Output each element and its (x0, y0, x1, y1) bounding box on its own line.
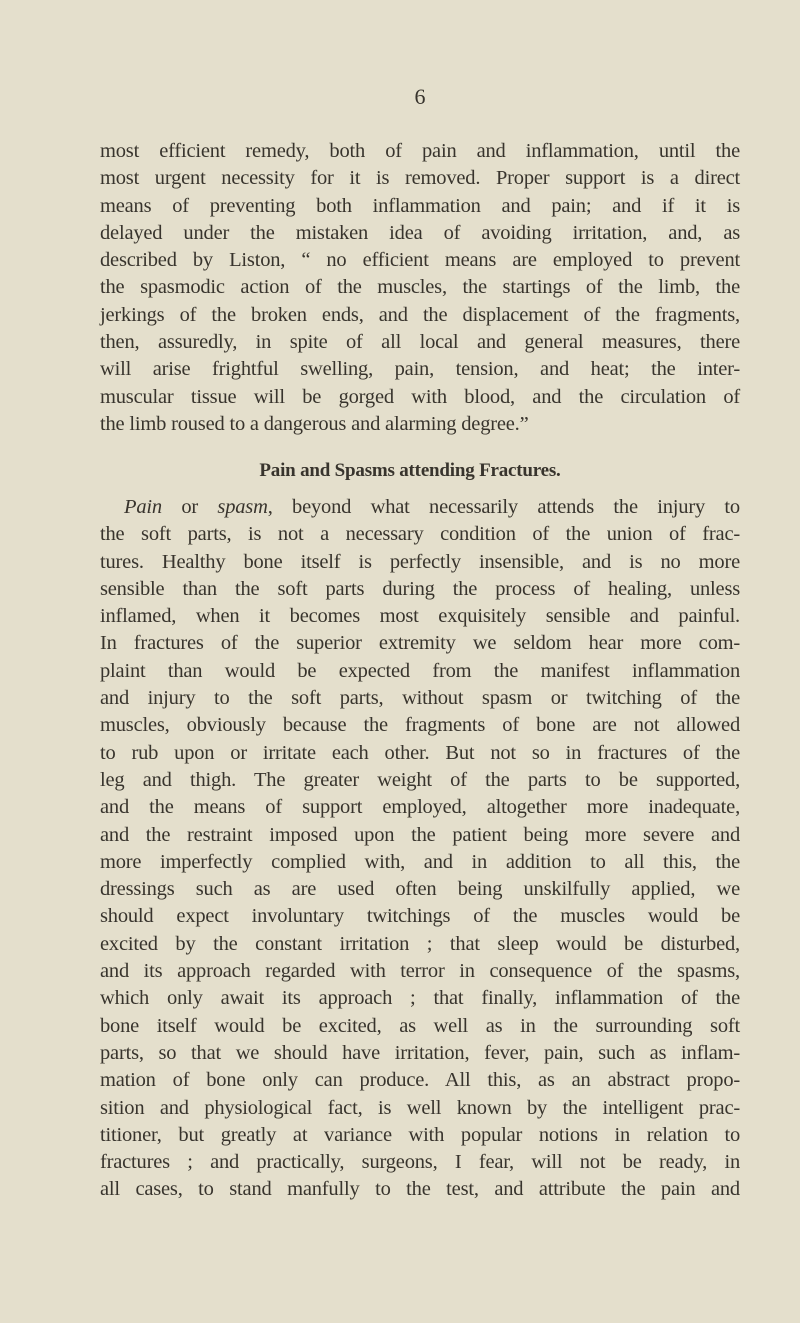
text-line: muscles, obviously because the fragments of bone are not allowed (100, 714, 740, 737)
text-line: muscular tissue will be gorged with blood, and the circulation of (100, 385, 740, 408)
text-line: excited by the constant irritation ; that sleep would be disturbed, (100, 932, 740, 955)
text-line (100, 494, 740, 521)
text-line: parts, so that we should have irritation, fever, pain, such as inflam- (100, 1041, 740, 1064)
text-line: and its approach regarded with terror in consequence of the spasms, (100, 960, 740, 983)
text-line: delayed under the mistaken idea of avoiding irritation, and, as (100, 221, 740, 244)
text-line: and the means of support employed, altogether more inadequate, (100, 796, 740, 819)
text-line: should expect involuntary twitchings of the muscles would be (100, 905, 740, 928)
text-line: jerkings of the broken ends, and the displacement of the fragments, (100, 303, 740, 326)
text-line: dressings such as are used often being unskilfully applied, we (100, 878, 740, 901)
text-line: the spasmodic action of the muscles, the startings of the limb, the (100, 276, 740, 299)
text-line: which only await its approach ; that finally, inflammation of the (100, 987, 740, 1010)
text-line: In fractures of the superior extremity we seldom hear more com- (100, 632, 740, 655)
text-line: all cases, to stand manfully to the test, and attribute the pain and (100, 1178, 740, 1201)
text-run: , beyond what necessarily attends the injury to (267, 496, 740, 518)
paragraph-1 (100, 138, 740, 438)
text-line: the limb roused to a dangerous and alarming degree.” (100, 412, 529, 435)
text-run: or (161, 496, 218, 518)
paragraph-2 (100, 494, 740, 1204)
italic-term: spasm (217, 496, 268, 518)
text-line: more imperfectly complied with, and in addition to all this, the (100, 850, 740, 873)
text-line: inflamed, when it becomes most exquisitely sensible and painful. (100, 605, 740, 628)
text-line: sensible than the soft parts during the process of healing, unless (100, 577, 740, 600)
text-line: then, assuredly, in spite of all local and general measures, there (100, 331, 740, 354)
text-line: titioner, but greatly at variance with popular notions in relation to (100, 1123, 740, 1146)
text-line: described by Liston, “ no efficient means are employed to prevent (100, 249, 740, 272)
text-line: the soft parts, is not a necessary condition of the union of frac- (100, 523, 740, 546)
text-line: will arise frightful swelling, pain, tension, and heat; the inter- (100, 358, 740, 381)
text-line: bone itself would be excited, as well as in the surrounding soft (100, 1014, 740, 1037)
text-line: to rub upon or irritate each other. But not so in fractures of the (100, 741, 740, 764)
text-line: fractures ; and practically, surgeons, I fear, will not be ready, in (100, 1151, 740, 1174)
text-line: most efficient remedy, both of pain and inflammation, until the (100, 140, 740, 162)
text-line: and the restraint imposed upon the patient being more severe and (100, 823, 740, 846)
text-line: means of preventing both inflammation and pain; and if it is (100, 194, 740, 217)
italic-term: Pain (124, 496, 162, 518)
text-line: mation of bone only can produce. All this, as an abstract propo- (100, 1069, 740, 1092)
text-line: sition and physiological fact, is well known by the intelligent prac- (100, 1096, 740, 1119)
text-line: and injury to the soft parts, without spasm or twitching of the (100, 687, 740, 710)
section-heading: Pain and Spasms attending Fractures. (259, 460, 561, 481)
text-line: plaint than would be expected from the manifest inflammation (100, 659, 740, 682)
text-line: tures. Healthy bone itself is perfectly insensible, and is no more (100, 550, 740, 573)
text-line: most urgent necessity for it is removed. Proper support is a direct (100, 167, 740, 190)
page-number: 6 (414, 84, 426, 109)
text-line: leg and thigh. The greater weight of the parts to be supported, (100, 768, 740, 791)
